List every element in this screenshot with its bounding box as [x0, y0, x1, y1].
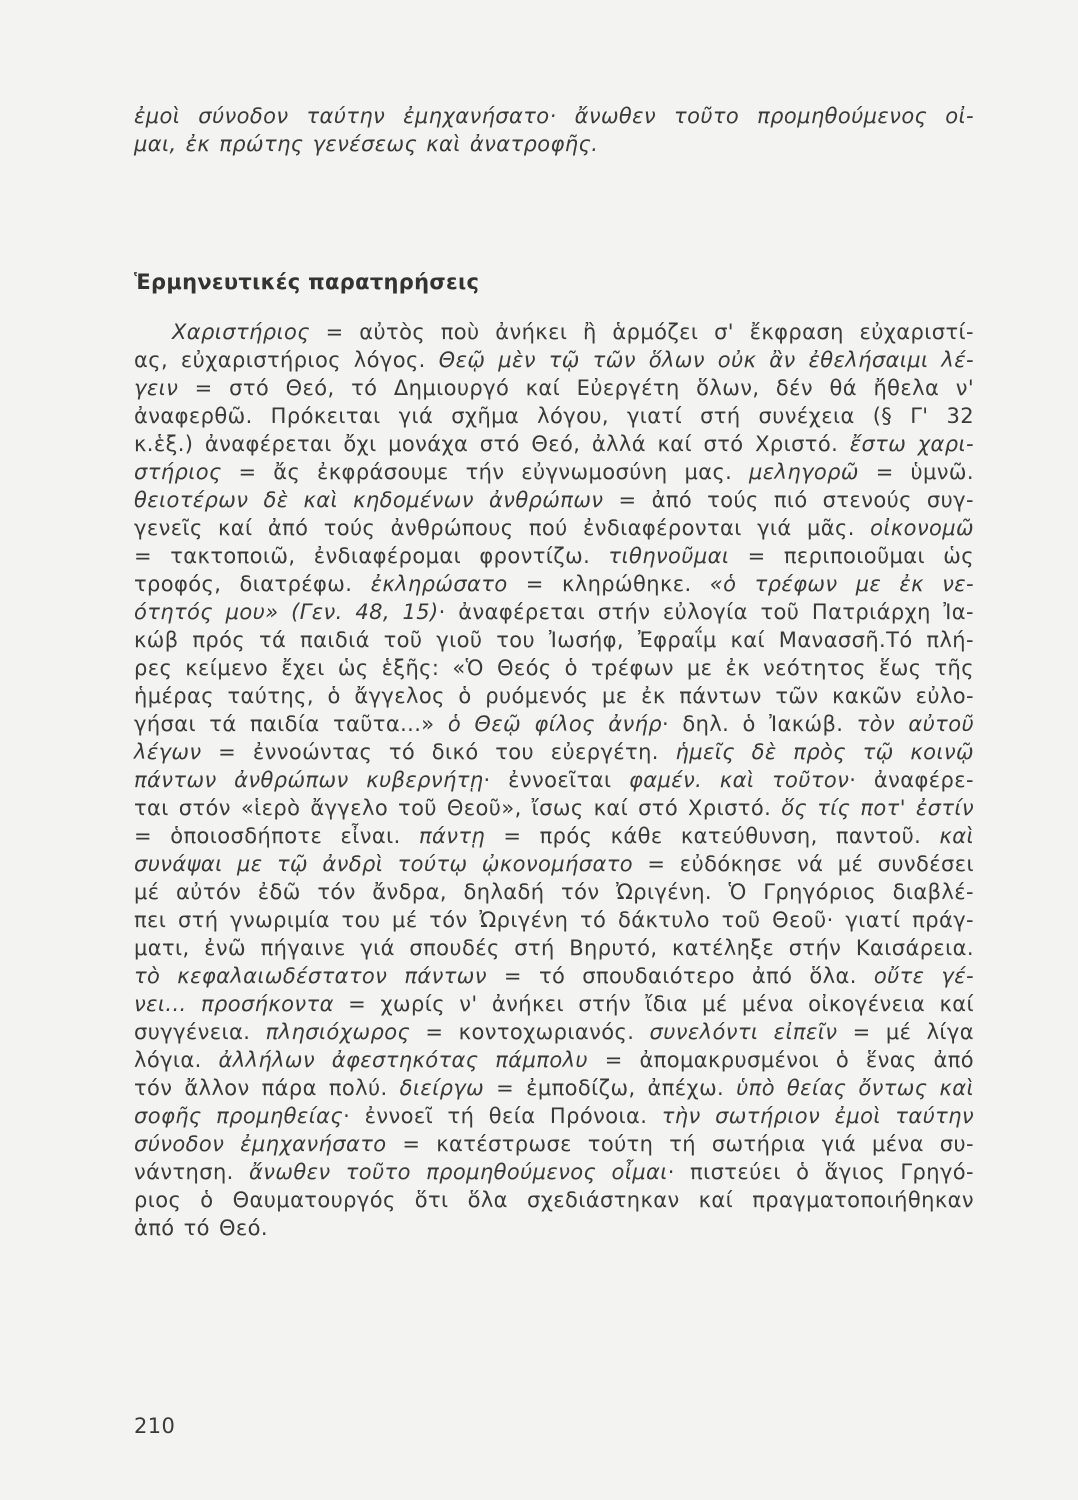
text-run: = ἀπό τούς πιό στενούς συγ-: [603, 488, 974, 512]
text-run: κώβ πρός τά παιδιά τοῦ γιοῦ του Ἰωσήφ, Ἐφραΐμ καί Μανασσῆ.Τό πλή-: [134, 628, 974, 652]
italic-term: μεληγορῶ: [749, 460, 859, 484]
text-run: ται στόν «ἱερὸ ἄγγελο τοῦ Θεοῦ», ἴσως καί στό Χριστό.: [134, 796, 782, 820]
italic-term: ἐμοὶ σύνοδον ταύτην ἐμηχανήσατο· ἄνωθεν τοῦτο προμηθούμενος οἰ-: [134, 104, 974, 128]
italic-term: ἀλλήλων ἀφεστηκότας πάμπολυ: [218, 1048, 588, 1072]
text-line: [134, 962, 974, 990]
italic-term: ὑπὸ θείας ὄντως καὶ: [736, 1076, 974, 1100]
text-line: [134, 878, 974, 906]
text-line: [134, 822, 974, 850]
section-heading: Ἑρμηνευτικές παρατηρήσεις: [134, 270, 480, 294]
italic-term: πάντῃ: [418, 824, 486, 848]
italic-term: νει... προσήκοντα: [134, 992, 334, 1016]
text-run: τροφός, διατρέφω.: [134, 572, 371, 596]
italic-term: ἔστω χαρι-: [849, 432, 974, 456]
italic-term: τὴν σωτήριον ἐμοὶ ταύτην: [661, 1104, 975, 1128]
italic-term: καὶ: [939, 824, 974, 848]
italic-term: διείργω: [399, 1076, 485, 1100]
text-line: [134, 1046, 974, 1074]
italic-term: ἄνωθεν τοῦτο προμηθούμενος οἶμαι: [248, 1160, 668, 1184]
text-run: = ὁποιοσδήποτε εἶναι.: [134, 824, 419, 848]
text-run: = τό σπουδαιότερο ἀπό ὅλα.: [486, 964, 874, 988]
text-line: [134, 486, 974, 514]
text-run: · ἐννοεῖ τή θεία Πρόνοια.: [343, 1104, 662, 1128]
page-number: 210: [134, 1414, 176, 1438]
italic-term: ότητός μου» (Γεν. 48, 15): [134, 600, 439, 624]
italic-term: ὁ Θεῷ φίλος ἀνήρ: [447, 712, 663, 736]
italic-term: πλησιόχωρος: [265, 1020, 411, 1044]
italic-term: «ὁ τρέφων με ἐκ νε-: [709, 572, 975, 596]
text-run: λόγια.: [134, 1048, 219, 1072]
text-line: [134, 934, 974, 962]
text-run: ἡμέρας ταύτης, ὁ ἄγγελος ὁ ρυόμενός με ἐκ πάντων τῶν κακῶν εὐλο-: [134, 684, 974, 708]
text-run: = μέ λίγα: [837, 1020, 974, 1044]
italic-term: οὔτε γέ-: [873, 964, 974, 988]
italic-term: λέγων: [134, 740, 202, 764]
text-run: = ἐννοώντας τό δικό του εὐεργέτη.: [201, 740, 676, 764]
text-run: · δηλ. ὁ Ἰακώβ.: [662, 712, 857, 736]
text-line: [134, 794, 974, 822]
text-line: [134, 850, 974, 878]
text-line: [134, 318, 974, 346]
text-run: ριος ὁ Θαυματουργός ὅτι ὅλα σχεδιάστηκαν καί πραγματοποιήθηκαν: [134, 1188, 974, 1212]
text-line: [134, 402, 974, 430]
text-run: ματι, ἐνῶ πήγαινε γιά σπουδές στή Βηρυτό, κατέληξε στήν Καισάρεια.: [134, 936, 974, 960]
text-run: συγγένεια.: [134, 1020, 266, 1044]
text-run: · ἀναφέρε-: [849, 768, 974, 792]
text-line: [134, 1018, 974, 1046]
italic-term: πάντων ἀνθρώπων κυβερνήτῃ: [134, 768, 484, 792]
italic-term: τὸ κεφαλαιωδέστατον πάντων: [134, 964, 487, 988]
text-line: [134, 570, 974, 598]
text-line: [134, 346, 974, 374]
text-line: [134, 514, 974, 542]
italic-term: τὸν αὐτοῦ: [856, 712, 974, 736]
text-run: = ὑμνῶ.: [858, 460, 974, 484]
text-run: · ἐννοεῖται: [483, 768, 630, 792]
text-line: [134, 1214, 974, 1242]
text-run: = κατέστρωσε τούτη τή σωτήρια γιά μένα συ-: [386, 1132, 974, 1156]
intro-paragraph: [134, 102, 974, 158]
text-run: τόν ἄλλον πάρα πολύ.: [134, 1076, 400, 1100]
text-line: [134, 1186, 974, 1214]
text-run: = κοντοχωριανός.: [410, 1020, 650, 1044]
text-run: ἀπό τό Θεό.: [134, 1216, 268, 1240]
text-run: κ.ἑξ.) ἀναφέρεται ὄχι μονάχα στό Θεό, ἀλλά καί στό Χριστό.: [134, 432, 850, 456]
text-run: ρες κείμενο ἔχει ὡς ἑξῆς: «Ὁ Θεός ὁ τρέφων με ἐκ νεότητος ἕως τῆς: [134, 656, 974, 680]
text-run: = ἐμποδίζω, ἀπέχω.: [484, 1076, 737, 1100]
text-run: = ἀπομακρυσμένοι ὁ ἕνας ἀπό: [587, 1048, 974, 1072]
text-run: = κληρώθηκε.: [507, 572, 710, 596]
text-run: μέ αὐτόν ἐδῶ τόν ἄνδρα, δηλαδή τόν Ὠριγένη. Ὁ Γρηγόριος διαβλέ-: [134, 880, 974, 904]
text-line: [134, 374, 974, 402]
text-run: = εὐδόκησε νά μέ συνδέσει: [633, 852, 974, 876]
italic-term: οἰκονομῶ: [870, 516, 974, 540]
text-line: [134, 542, 974, 570]
text-run: = ἄς ἐκφράσουμε τήν εὐγνωμοσύνη μας.: [221, 460, 750, 484]
italic-term: σοφῆς προμηθείας: [134, 1104, 344, 1128]
text-line: [134, 1158, 974, 1186]
text-run: ἀναφερθῶ. Πρόκειται γιά σχῆμα λόγου, γιατί στή συνέχεια (§ Γ' 32: [134, 404, 974, 428]
text-line: [134, 1074, 974, 1102]
text-run: = στό Θεό, τό Δημιουργό καί Εὐεργέτη ὅλων, δέν θά ἤθελα ν': [178, 376, 974, 400]
text-run: = αὐτὸς ποὺ ἀνήκει ἢ ἁρμόζει σ' ἔκφραση εὐχαριστί-: [309, 320, 974, 344]
italic-term: στήριος: [134, 460, 222, 484]
italic-term: ἡμεῖς δὲ πρὸς τῷ κοινῷ: [675, 740, 974, 764]
italic-term: ἐκληρώσατο: [370, 572, 508, 596]
text-run: · ἀναφέρεται στήν εὐλογία τοῦ Πατριάρχη Ἰα-: [438, 600, 974, 624]
text-run: · πιστεύει ὁ ἅγιος Γρηγό-: [667, 1160, 974, 1184]
text-run: = πρός κάθε κατεύθυνση, παντοῦ.: [485, 824, 940, 848]
text-line: [134, 1130, 974, 1158]
italic-term: Θεῷ μὲν τῷ τῶν ὅλων οὐκ ἂν ἐθελήσαιμι λέ-: [438, 348, 974, 372]
text-line: [134, 654, 974, 682]
text-line: [134, 710, 974, 738]
text-line: [134, 990, 974, 1018]
text-line: [134, 598, 974, 626]
text-run: νάντηση.: [134, 1160, 249, 1184]
text-line: [134, 102, 974, 130]
text-line: [134, 1102, 974, 1130]
italic-term: σύνοδον ἐμηχανήσατο: [134, 1132, 387, 1156]
text-run: = περιποιοῦμαι ὡς: [729, 544, 974, 568]
italic-term: θειοτέρων δὲ καὶ κηδομένων ἀνθρώπων: [134, 488, 604, 512]
text-run: = χωρίς ν' ἀνήκει στήν ἴδια μέ μένα οἰκογένεια καί: [333, 992, 974, 1016]
text-line: [134, 130, 974, 158]
text-line: [134, 458, 974, 486]
italic-term: μαι, ἐκ πρώτης γενέσεως καὶ ἀνατροφῆς.: [134, 132, 599, 156]
italic-term: συνάψαι με τῷ ἀνδρὶ τούτῳ ᾠκονομήσατο: [134, 852, 634, 876]
text-run: = τακτοποιῶ, ἐνδιαφέρομαι φροντίζω.: [134, 544, 609, 568]
italic-term: συνελόντι εἰπεῖν: [649, 1020, 838, 1044]
commentary-paragraph: [134, 318, 974, 1242]
text-line: [134, 738, 974, 766]
italic-term: Χαριστήριος: [172, 320, 310, 344]
italic-term: φαμέν. καὶ τοῦτον: [629, 768, 850, 792]
italic-term: γειν: [134, 376, 179, 400]
italic-term: ὅς τίς ποτ' ἐστίν: [781, 796, 974, 820]
text-line: [134, 766, 974, 794]
text-run: γήσαι τά παιδία ταῦτα...»: [134, 712, 448, 736]
text-line: [134, 430, 974, 458]
text-line: [134, 682, 974, 710]
text-line: [134, 626, 974, 654]
text-run: ας, εὐχαριστήριος λόγος.: [134, 348, 439, 372]
text-run: γενεῖς καί ἀπό τούς ἀνθρώπους πού ἐνδιαφέρονται γιά μᾶς.: [134, 516, 871, 540]
text-line: [134, 906, 974, 934]
italic-term: τιθηνοῦμαι: [608, 544, 730, 568]
text-run: πει στή γνωριμία του μέ τόν Ὠριγένη τό δάκτυλο τοῦ Θεοῦ· γιατί πράγ-: [134, 908, 974, 932]
